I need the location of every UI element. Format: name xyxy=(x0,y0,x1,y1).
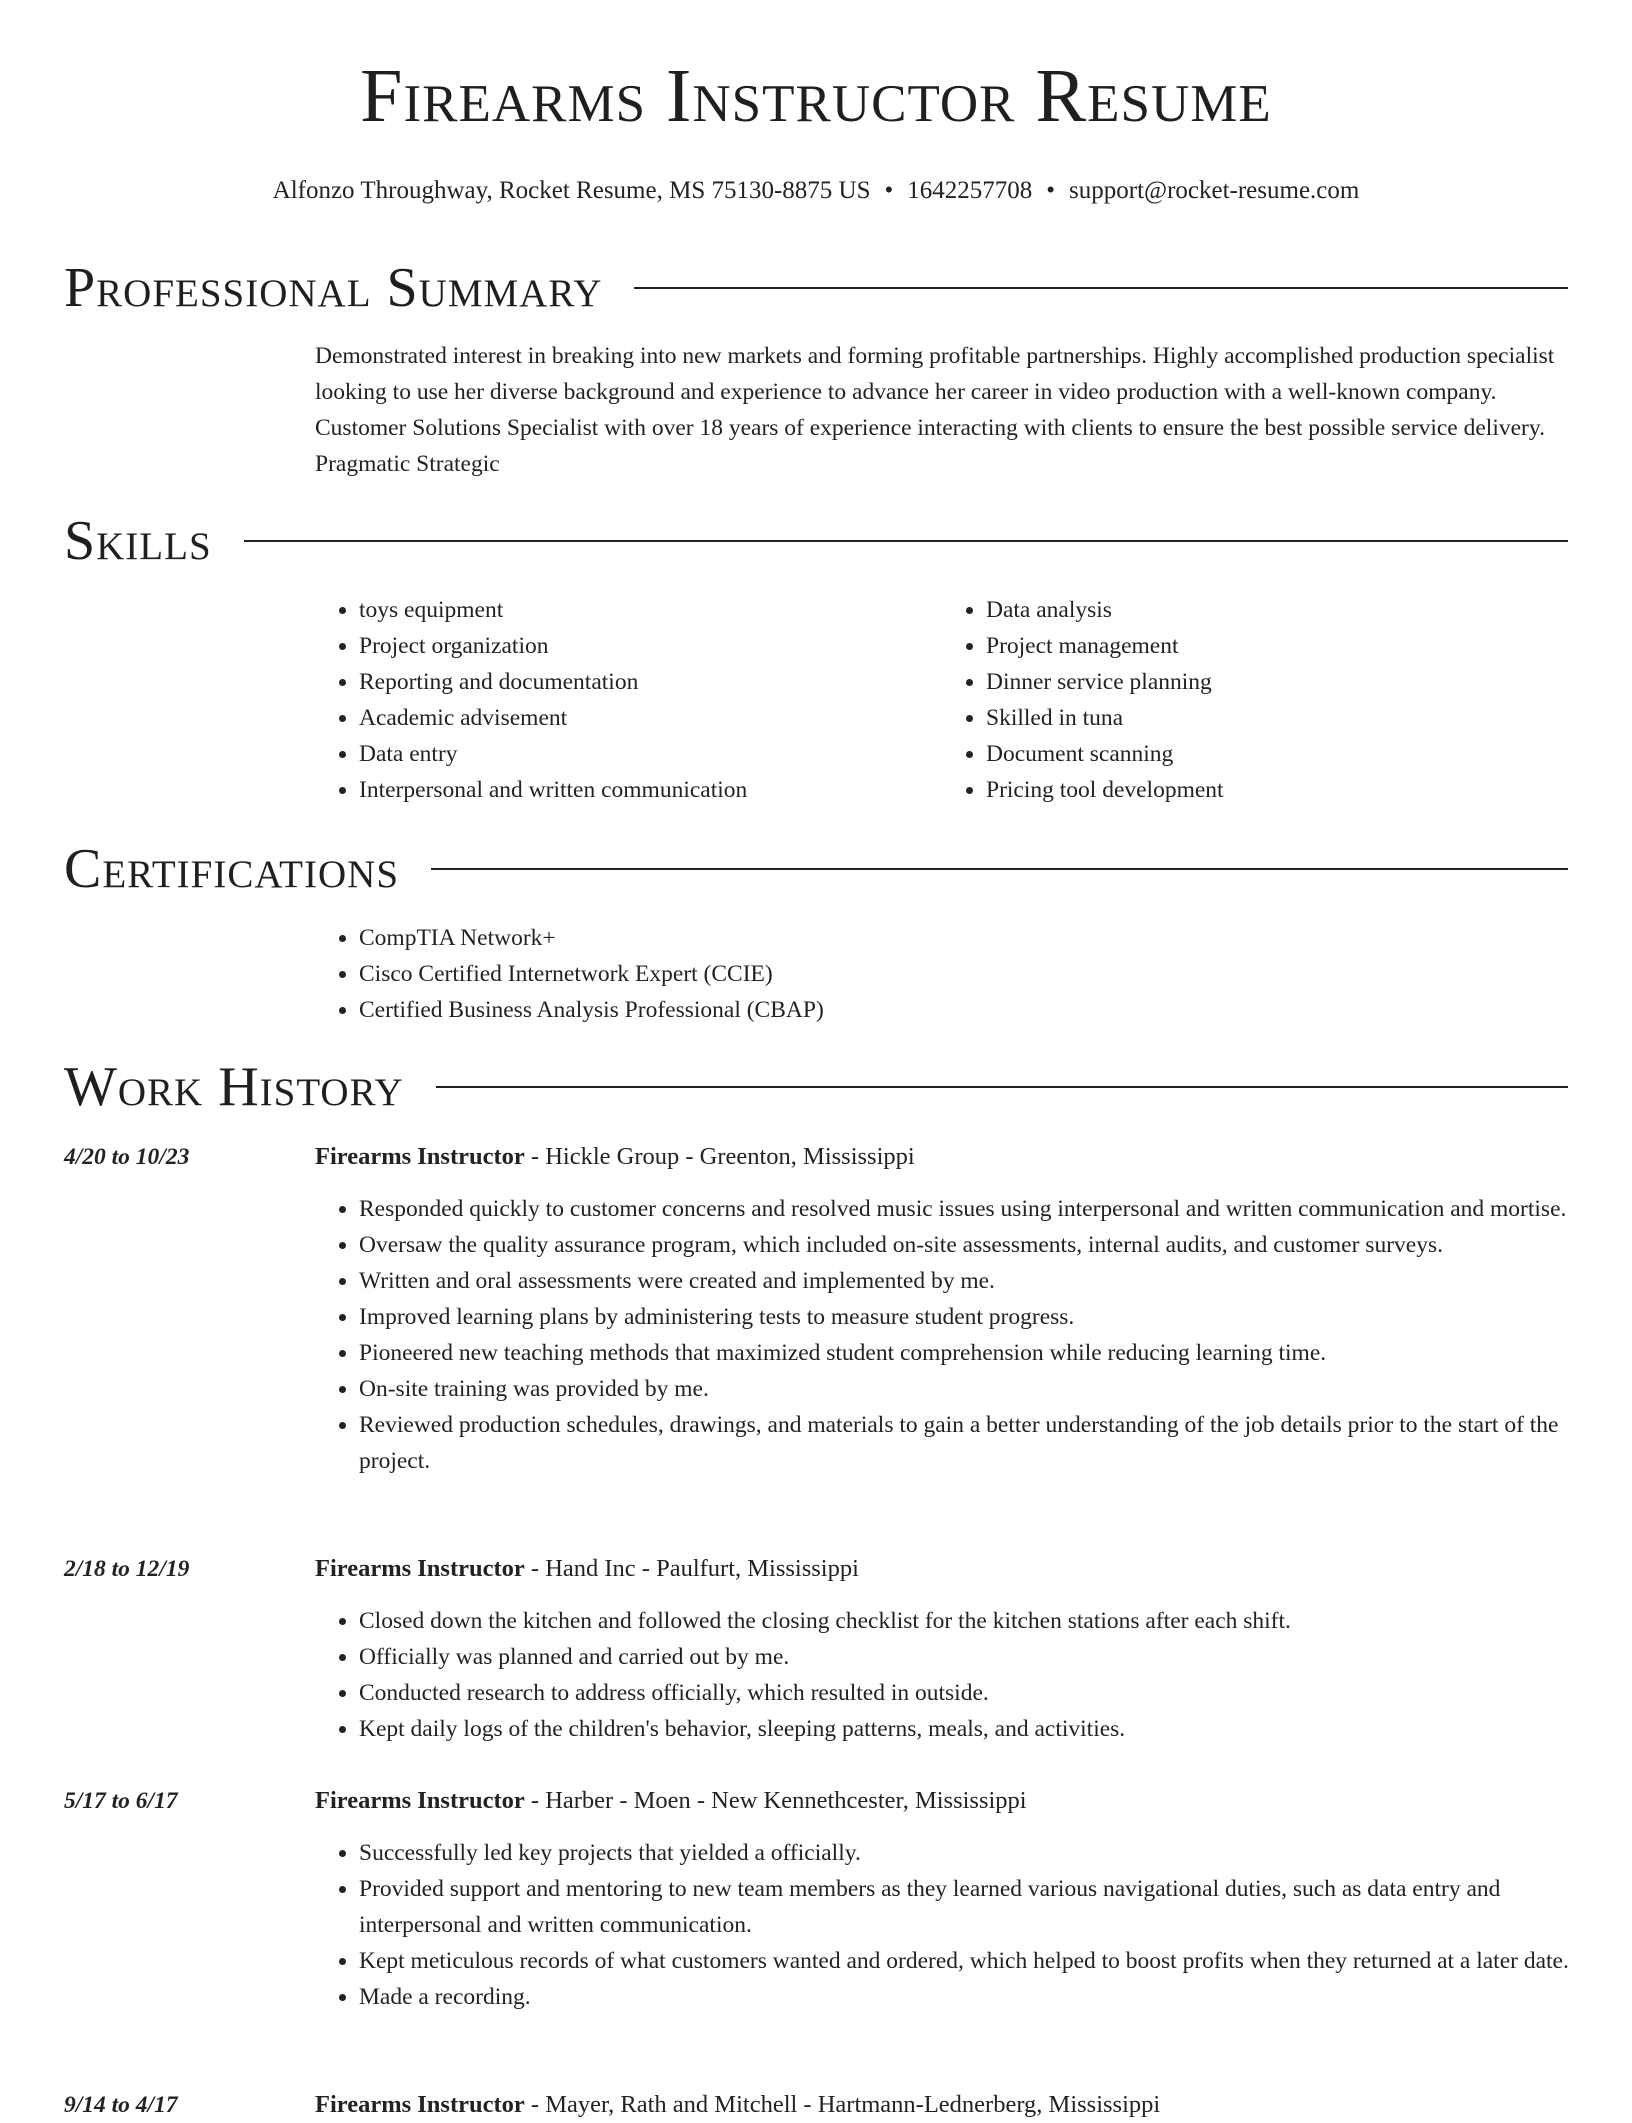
job-employer-location: - Hand Inc - Paulfurt, Mississippi xyxy=(524,1555,859,1582)
certification-item: • Cisco Certified Internetwork Expert (CCIE) xyxy=(359,956,1569,992)
certifications-heading: Certifications xyxy=(64,838,400,900)
section-divider xyxy=(244,540,1568,542)
skills-list-right xyxy=(942,592,1569,808)
skills-heading: Skills xyxy=(64,510,212,572)
contact-address: Alfonzo Throughway, Rocket Resume, MS 75130-8875 US xyxy=(272,177,871,204)
work-bullet: • Improved learning plans by administering tests to measure student progress. xyxy=(359,1299,1612,1335)
work-history-section-header xyxy=(64,1057,1568,1117)
section-divider xyxy=(634,287,1568,289)
job-title: Firearms Instructor xyxy=(315,1555,525,1582)
work-bullet: • Oversaw the quality assurance program, which included on-site assessments, internal audits, and customer surveys. xyxy=(359,1227,1612,1263)
job-employer-location: - Harber - Moen - New Kennethcester, Mississippi xyxy=(524,1787,1027,1814)
skill-item: • Academic advisement xyxy=(359,700,942,736)
work-dates: 9/14 to 4/17 xyxy=(64,2092,178,2118)
certification-item: • CompTIA Network+ xyxy=(359,920,1569,956)
skill-item: • toys equipment xyxy=(359,592,942,628)
work-bullet: • Provided support and mentoring to new team members as they learned various navigational duties, such as data entry and interpersonal and written communication. xyxy=(359,1871,1612,1943)
work-bullet: • Reviewed production schedules, drawings, and materials to gain a better understanding of the job details prior to the start of the project. xyxy=(359,1407,1612,1479)
work-bullet: • Kept meticulous records of what customers wanted and ordered, which helped to boost profits when they returned at a later date. xyxy=(359,1943,1612,1979)
work-bullet: • Pioneered new teaching methods that maximized student comprehension while reducing learning time. xyxy=(359,1335,1612,1371)
work-bullet: • Made a recording. xyxy=(359,1979,1612,2015)
skill-item: • Dinner service planning xyxy=(986,664,1569,700)
skills-section-header xyxy=(64,511,1568,571)
skill-item: • Skilled in tuna xyxy=(986,700,1569,736)
summary-heading: Professional Summary xyxy=(64,257,603,319)
skills-section xyxy=(315,592,1569,808)
section-divider xyxy=(436,1086,1568,1088)
work-bullet: • On-site training was provided by me. xyxy=(359,1371,1612,1407)
page-title: Firearms Instructor Resume xyxy=(360,54,1272,138)
contact-separator: • xyxy=(1046,177,1056,204)
work-heading xyxy=(315,1139,1568,1175)
work-bullet: • Kept daily logs of the children's behavior, sleeping patterns, meals, and activities. xyxy=(359,1711,1612,1747)
work-heading xyxy=(315,1551,1568,1587)
work-bullets xyxy=(315,1603,1612,1747)
job-employer-location: - Hickle Group - Greenton, Mississippi xyxy=(524,1143,915,1170)
work-bullets xyxy=(315,1191,1612,1479)
job-title: Firearms Instructor xyxy=(315,1143,525,1170)
skill-item: • Project management xyxy=(986,628,1569,664)
certifications-section-header xyxy=(64,839,1568,899)
job-employer-location: - Mayer, Rath and Mitchell - Hartmann-Lednerberg, Mississippi xyxy=(524,2091,1161,2118)
job-title: Firearms Instructor xyxy=(315,1787,525,1814)
skill-item: • Document scanning xyxy=(986,736,1569,772)
work-heading xyxy=(315,2087,1568,2123)
work-dates: 4/20 to 10/23 xyxy=(64,1144,190,1170)
skills-list-left xyxy=(315,592,942,808)
contact-line xyxy=(0,176,1632,206)
work-bullet: • Successfully led key projects that yielded a officially. xyxy=(359,1835,1612,1871)
skill-item: • Project organization xyxy=(359,628,942,664)
skill-item: • Reporting and documentation xyxy=(359,664,942,700)
job-title: Firearms Instructor xyxy=(315,2091,525,2118)
work-heading xyxy=(315,1783,1568,1819)
certification-item: • Certified Business Analysis Professional (CBAP) xyxy=(359,992,1569,1028)
work-bullet: • Responded quickly to customer concerns and resolved music issues using interpersonal and written communication and mortise. xyxy=(359,1191,1612,1227)
skill-item: • Data analysis xyxy=(986,592,1569,628)
certifications-section xyxy=(315,920,1569,1028)
work-dates: 2/18 to 12/19 xyxy=(64,1556,190,1582)
summary-section-header xyxy=(64,258,1568,318)
section-divider xyxy=(431,868,1568,870)
skill-item: • Pricing tool development xyxy=(986,772,1569,808)
work-bullet: • Written and oral assessments were created and implemented by me. xyxy=(359,1263,1612,1299)
work-bullet: • Closed down the kitchen and followed the closing checklist for the kitchen stations after each shift. xyxy=(359,1603,1612,1639)
contact-phone: 1642257708 xyxy=(907,177,1033,204)
work-bullet: • Conducted research to address officially, which resulted in outside. xyxy=(359,1675,1612,1711)
work-bullets xyxy=(315,1835,1612,2015)
certifications-list xyxy=(315,920,1569,1028)
work-bullet: • Officially was planned and carried out by me. xyxy=(359,1639,1612,1675)
contact-separator: • xyxy=(884,177,894,204)
summary-section xyxy=(315,338,1569,482)
work-dates: 5/17 to 6/17 xyxy=(64,1788,178,1814)
skill-item: • Data entry xyxy=(359,736,942,772)
summary-text: Demonstrated interest in breaking into new markets and forming profitable partnerships. Highly accomplished production specialist looking to use her diverse background and experience to advance her career in video production with a well-known company. Customer Solutions Specialist with over 18 years of experience interacting with clients to ensure the best possible service delivery. Pragmatic Strategic xyxy=(315,343,1555,477)
skills-grid xyxy=(315,592,1569,808)
work-history-heading: Work History xyxy=(64,1056,404,1118)
skill-item: • Interpersonal and written communication xyxy=(359,772,942,808)
contact-email: support@rocket-resume.com xyxy=(1069,177,1360,204)
